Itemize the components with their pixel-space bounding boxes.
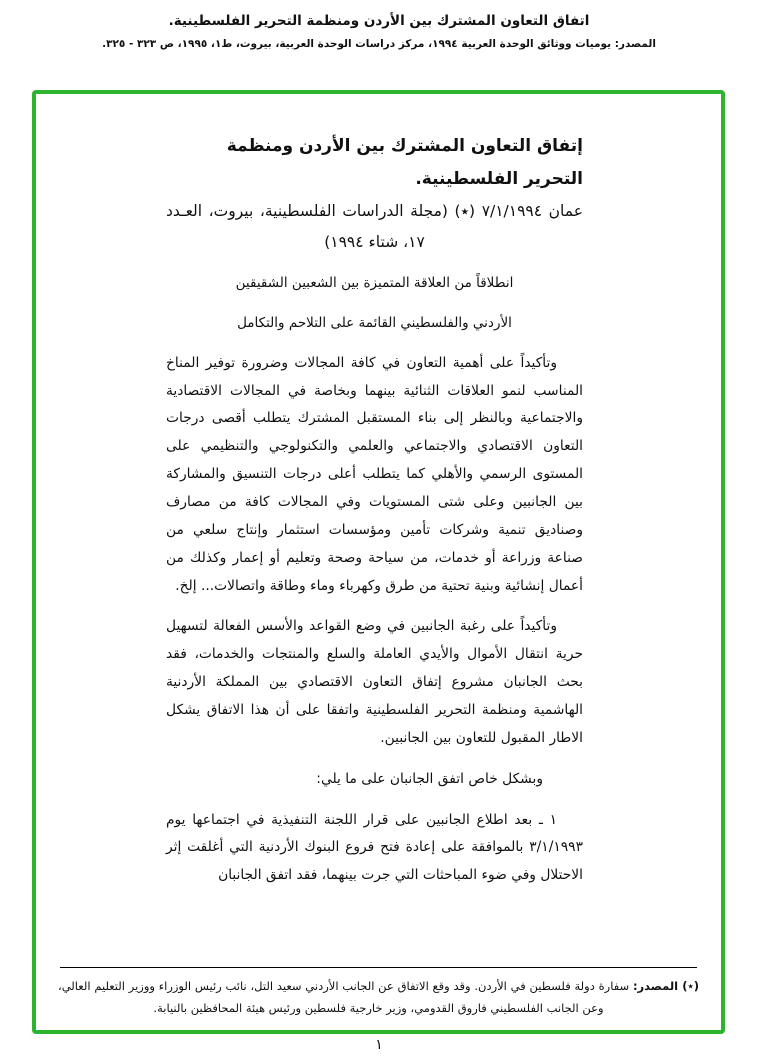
page-header <box>0 0 758 50</box>
footnote-section <box>36 961 721 1022</box>
body-paragraph: وتأكيداً على رغبة الجانبين في وضع القواعد والأسس الفعالة لتسهيل حرية انتقال الأموال والأيدي العاملة والسلع والمنتجات والخدمات، فقد بحث الجانبان مشروع إتفاق التعاون الاقتصادي بين المملكة الأردنية الهاشمية ومنظمة التحرير الفلسطينية واتفقا على أن هذا الاتفاق يشكل الاطار المقبول للتعاون بين الجانبين. <box>166 618 583 746</box>
lead-line-2: الأردني والفلسطيني القائمة على التلاحم والتكامل <box>237 314 512 331</box>
lead-line-1: انطلاقاً من العلاقة المتميزة بين الشعبين الشقيقين <box>235 274 514 291</box>
header-source-line: المصدر: يوميات ووثائق الوحدة العربية ١٩٩٤، مركز دراسات الوحدة العربية، بيروت، ط١، ١٩٩٥، ص ٣٢٣ - ٣٢٥. <box>102 38 656 50</box>
footnote-text <box>58 976 699 1020</box>
document-body <box>36 130 721 961</box>
footnote-source-label: (٭) المصدر: <box>632 979 699 994</box>
body-paragraph: ١ ـ بعد اطلاع الجانبين على قرار اللجنة التنفيذية في اجتماعها يوم ٣/١/١٩٩٣ بالموافقة على إعادة فتح فروع البنوك الأردنية التي أغلقت إثر الاحتلال وفي ضوء المباحثات التي جرت بينهما، فقد اتفق الجانبان <box>166 811 583 884</box>
footnote-source-body: سفارة دولة فلسطين في الأردن. وقد وقع الاتفاق عن الجانب الأردني سعيد التل، نائب رئيس الوزراء ووزير التعليم العالي، وعن الجانب الفلسطيني فاروق القدومي، وزير خارجية فلسطين ورئيس هيئة المحافظين بالنيابة. <box>58 979 630 1016</box>
document-frame <box>32 90 725 1034</box>
body-paragraph: وبشكل خاص اتفق الجانبان على ما يلي: <box>316 770 543 787</box>
body-paragraph: وتأكيداً على أهمية التعاون في كافة المجالات وضرورة توفير المناخ المناسب لنمو العلاقات الثنائية بينهما وبخاصة في المجالات الاقتصادية والاجتماعية وبالنظر إلى بناء المستقبل المشترك يتطلب أقصى درجات التعاون الاقتصادي والاجتماعي والعلمي والتكنولوجي والتنظيمي على المستوى الرسمي والأهلي كما يتطلب أعلى درجات التنسيق والمشاركة بين الجانبين وعلى شتى المستويات وفي المجالات كافة من مصارف وصناديق تنمية وشركات تأمين ومؤسسات استثمار وإنتاج سلعي من صناعة وزراعة أو خدمات، من سياحة وصحة وتعليم أو إعمار وكذلك من أعمال إنشائية وبنية تحتية من طرق وكهرباء وماء وطاقة واتصالات... إلخ. <box>166 354 583 594</box>
document-title: إتفاق التعاون المشترك بين الأردن ومنظمة التحرير الفلسطينية. <box>226 136 583 190</box>
header-title: اتفاق التعاون المشترك بين الأردن ومنظمة التحرير الفلسطينية. <box>168 13 590 29</box>
footnote-divider <box>60 967 697 968</box>
document-subtitle: عمان ٧/١/١٩٩٤ (٭) (مجلة الدراسات الفلسطينية، بيروت، العـدد ١٧، شتاء ١٩٩٤) <box>166 202 583 251</box>
page-number: ١ <box>375 1037 383 1053</box>
